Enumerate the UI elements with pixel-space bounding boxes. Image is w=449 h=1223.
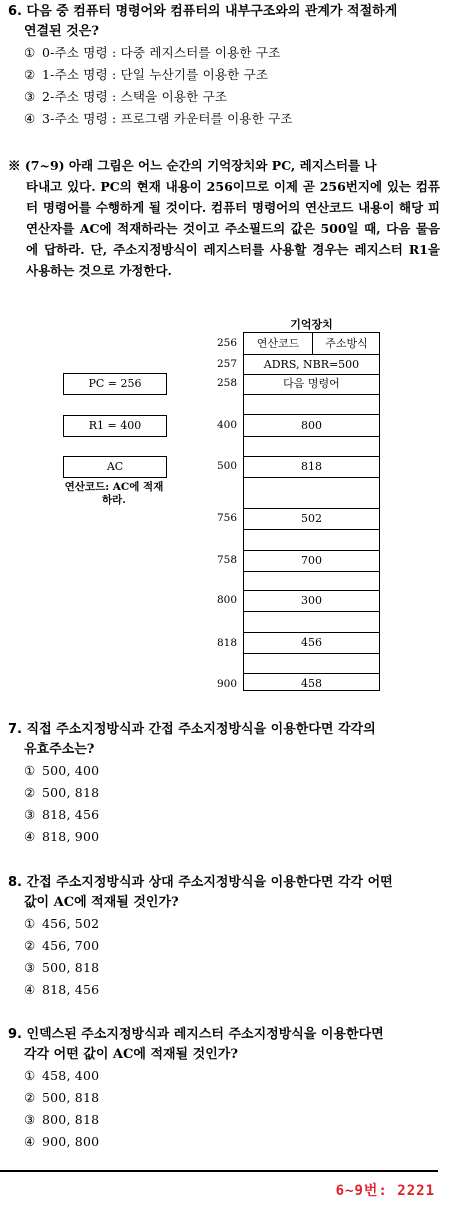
row-line — [244, 571, 379, 572]
addressing-mode-cell: 주소방식 — [325, 337, 368, 350]
reference-mark: ※ — [8, 158, 21, 173]
row-line — [244, 436, 379, 437]
option-marker: ① — [24, 916, 36, 931]
option-marker: ④ — [24, 1134, 36, 1149]
option-3[interactable] — [8, 804, 440, 826]
question-9 — [8, 1025, 440, 1153]
memory-cell-500: 818 — [301, 460, 322, 473]
row-line — [244, 653, 379, 654]
address-label: 900 — [216, 678, 238, 690]
option-text: 456, 700 — [42, 938, 100, 953]
question-6-stem — [8, 2, 440, 42]
option-marker: ④ — [24, 982, 36, 997]
row-line — [244, 611, 379, 612]
option-text: 900, 800 — [42, 1134, 100, 1149]
option-3[interactable] — [8, 86, 440, 108]
option-text: 800, 818 — [42, 1112, 100, 1127]
memory-cell-257: ADRS, NBR=500 — [263, 358, 360, 371]
option-4[interactable] — [8, 1131, 440, 1153]
r1-register: R1 = 400 — [63, 415, 167, 437]
option-marker: ③ — [24, 960, 36, 975]
option-text: 500, 818 — [42, 785, 100, 800]
question-text: 인덱스된 주소지정방식과 레지스터 주소지정방식을 이용한다면 — [26, 1027, 384, 1042]
option-marker: ② — [24, 938, 36, 953]
option-2[interactable] — [8, 1087, 440, 1109]
question-text: 다음 중 컴퓨터 명령어와 컴퓨터의 내부구조와의 관계가 적절하게 — [26, 4, 398, 19]
passage-7-9 — [8, 155, 440, 281]
question-text-continued: 각각 어떤 값이 AC에 적재될 것인가? — [24, 1047, 238, 1062]
memory-cell-800: 300 — [301, 594, 322, 607]
option-marker: ③ — [24, 807, 36, 822]
pc-register: PC = 256 — [63, 373, 167, 395]
option-text: 818, 456 — [42, 807, 100, 822]
option-2[interactable] — [8, 935, 440, 957]
option-marker: ① — [24, 45, 36, 60]
option-marker: ③ — [24, 89, 36, 104]
memory-block — [243, 332, 380, 691]
option-4[interactable] — [8, 979, 440, 1001]
option-text: 500, 400 — [42, 763, 100, 778]
question-text-continued: 유효주소는? — [24, 742, 95, 757]
address-label: 758 — [216, 554, 238, 566]
passage-first-line: (7~9) 아래 그림은 어느 순간의 기억장치와 PC, 레지스터를 나 — [24, 158, 377, 173]
row-line — [244, 414, 379, 415]
question-text-continued: 연결된 것은? — [24, 24, 99, 39]
option-3[interactable] — [8, 1109, 440, 1131]
option-text: 458, 400 — [42, 1068, 100, 1083]
question-8-stem — [8, 873, 440, 913]
option-marker: ④ — [24, 829, 36, 844]
address-label: 257 — [216, 358, 238, 370]
address-label: 756 — [216, 512, 238, 524]
row-line — [244, 529, 379, 530]
memory-cell-400: 800 — [301, 419, 322, 432]
option-4[interactable] — [8, 826, 440, 848]
address-label: 818 — [216, 637, 238, 649]
question-6 — [8, 2, 440, 130]
question-9-stem — [8, 1025, 440, 1065]
memory-cell-258: 다음 명령어 — [283, 377, 340, 390]
ac-note: 연산코드: AC에 적재하라. — [64, 481, 164, 506]
option-marker: ② — [24, 67, 36, 82]
option-text: 0-주소 명령 : 다중 레지스터를 이용한 구조 — [42, 45, 281, 60]
option-marker: ② — [24, 1090, 36, 1105]
option-text: 2-주소 명령 : 스택을 이용한 구조 — [42, 89, 228, 104]
answer-key: 6~9번: 2221 — [335, 1183, 435, 1199]
opcode-cell: 연산코드 — [256, 337, 300, 350]
question-number: 9. — [8, 1027, 22, 1042]
option-text: 1-주소 명령 : 단일 누산기를 이용한 구조 — [42, 67, 269, 82]
option-marker: ④ — [24, 111, 36, 126]
option-marker: ② — [24, 785, 36, 800]
option-2[interactable] — [8, 782, 440, 804]
footer-rule — [0, 1170, 438, 1172]
option-1[interactable] — [8, 1065, 440, 1087]
row-line — [244, 394, 379, 395]
question-number: 8. — [8, 875, 22, 890]
question-7-stem — [8, 720, 440, 760]
option-1[interactable] — [8, 913, 440, 935]
option-text: 818, 456 — [42, 982, 100, 997]
question-8 — [8, 873, 440, 1001]
passage-body: 타내고 있다. PC의 현재 내용이 256이므로 이제 곧 256번지에 있는 컴퓨터 명령어를 수행하게 될 것이다. 컴퓨터 명령어의 연산코드 내용이 해당 피연산자를 AC에 적재하라는 것이고 주소필드의 값은 500일 때, 다음 물음에 답하라. 단, 주소지정방식이 레지스터를 사용할 경우는 레지스터 R1을 사용하는 것으로 가정한다. — [26, 179, 440, 278]
memory-cell-756: 502 — [301, 512, 322, 525]
memory-cell-900: 458 — [301, 677, 322, 690]
option-text: 456, 502 — [42, 916, 100, 931]
row-line — [244, 477, 379, 478]
option-marker: ① — [24, 763, 36, 778]
option-text: 500, 818 — [42, 1090, 100, 1105]
memory-title: 기억장치 — [290, 318, 333, 331]
ac-register: AC — [63, 456, 167, 478]
option-4[interactable] — [8, 108, 440, 130]
option-marker: ① — [24, 1068, 36, 1083]
option-marker: ③ — [24, 1112, 36, 1127]
question-number: 6. — [8, 4, 22, 19]
option-1[interactable] — [8, 760, 440, 782]
option-text: 3-주소 명령 : 프로그램 카운터를 이용한 구조 — [42, 111, 293, 126]
question-text: 직접 주소지정방식과 간접 주소지정방식을 이용한다면 각각의 — [26, 722, 376, 737]
question-7 — [8, 720, 440, 848]
question-text-continued: 값이 AC에 적재될 것인가? — [24, 895, 179, 910]
address-label: 258 — [216, 377, 238, 389]
memory-cell-758: 700 — [301, 554, 322, 567]
address-label: 400 — [216, 419, 238, 431]
question-number: 7. — [8, 722, 22, 737]
option-1[interactable] — [8, 42, 440, 64]
address-label: 800 — [216, 594, 238, 606]
option-text: 500, 818 — [42, 960, 100, 975]
address-label: 256 — [216, 337, 238, 349]
option-text: 818, 900 — [42, 829, 100, 844]
question-text: 간접 주소지정방식과 상대 주소지정방식을 이용한다면 각각 어떤 — [26, 875, 393, 890]
option-3[interactable] — [8, 957, 440, 979]
option-2[interactable] — [8, 64, 440, 86]
memory-cell-818: 456 — [301, 636, 322, 649]
address-label: 500 — [216, 460, 238, 472]
